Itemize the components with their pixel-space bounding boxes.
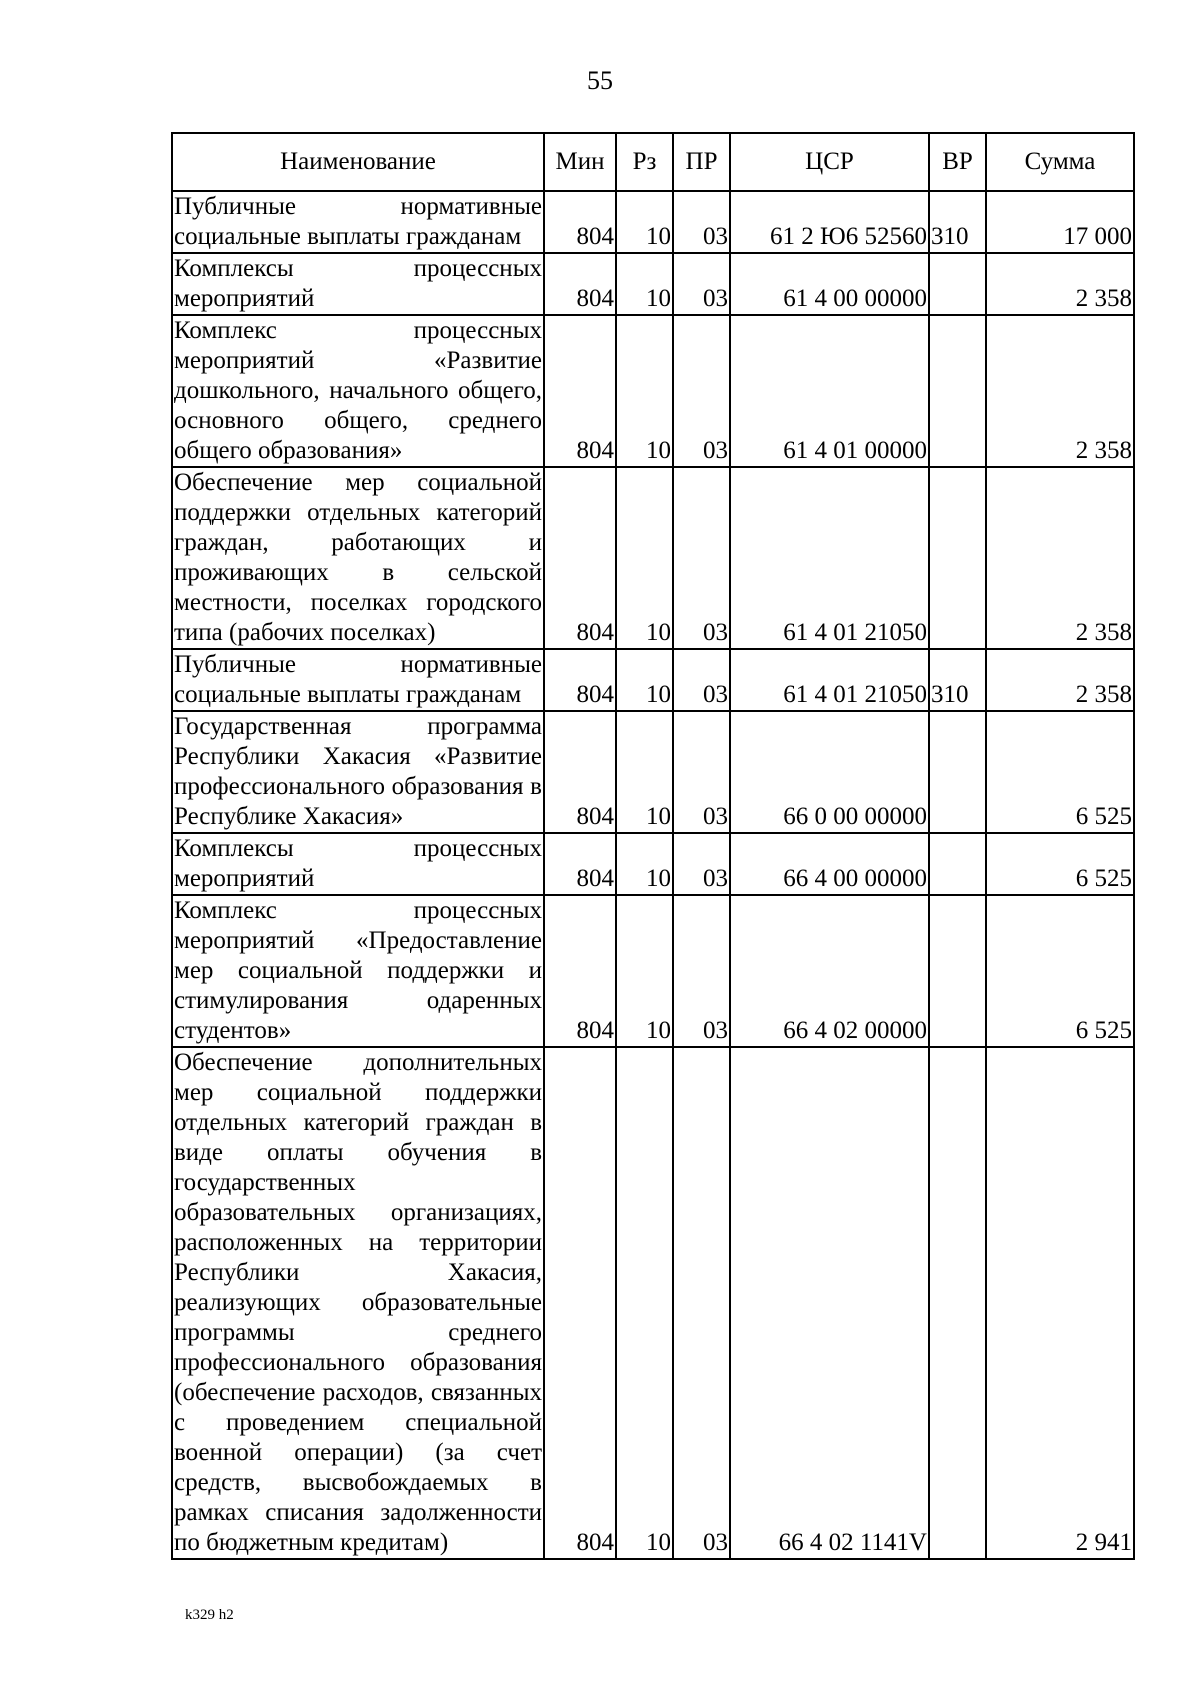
cell-pr: 03 <box>673 467 730 649</box>
cell-pr: 03 <box>673 649 730 711</box>
cell-name: Комплексы процессных мероприятий <box>172 253 544 315</box>
table-header-row <box>172 133 1134 191</box>
cell-pr: 03 <box>673 895 730 1047</box>
cell-min: 804 <box>544 315 616 467</box>
cell-csr: 61 2 Ю6 52560 <box>730 191 929 253</box>
cell-rz: 10 <box>616 253 673 315</box>
header-pr: ПР <box>673 133 730 191</box>
cell-sum: 6 525 <box>986 833 1134 895</box>
cell-rz: 10 <box>616 833 673 895</box>
table-row <box>172 467 1134 649</box>
cell-csr: 66 4 02 1141V <box>730 1047 929 1559</box>
cell-vr: 310 <box>929 649 986 711</box>
cell-pr: 03 <box>673 191 730 253</box>
cell-rz: 10 <box>616 315 673 467</box>
cell-rz: 10 <box>616 895 673 1047</box>
table-row <box>172 1047 1134 1559</box>
cell-csr: 61 4 00 00000 <box>730 253 929 315</box>
cell-min: 804 <box>544 253 616 315</box>
cell-vr <box>929 1047 986 1559</box>
cell-vr <box>929 315 986 467</box>
table-row <box>172 315 1134 467</box>
cell-name: Комплексы процессных мероприятий <box>172 833 544 895</box>
budget-table <box>171 132 1135 1560</box>
cell-sum: 6 525 <box>986 895 1134 1047</box>
cell-sum: 6 525 <box>986 711 1134 833</box>
cell-sum: 2 358 <box>986 467 1134 649</box>
cell-min: 804 <box>544 711 616 833</box>
cell-pr: 03 <box>673 315 730 467</box>
cell-csr: 66 4 00 00000 <box>730 833 929 895</box>
cell-vr <box>929 253 986 315</box>
cell-min: 804 <box>544 895 616 1047</box>
cell-pr: 03 <box>673 833 730 895</box>
cell-sum: 2 358 <box>986 649 1134 711</box>
cell-vr <box>929 833 986 895</box>
cell-pr: 03 <box>673 711 730 833</box>
cell-name: Обеспечение мер социальной поддержки отдельных категорий граждан, работающих и проживающих в сельской местности, поселках городского типа (рабочих поселках) <box>172 467 544 649</box>
cell-csr: 66 0 00 00000 <box>730 711 929 833</box>
header-rz: Рз <box>616 133 673 191</box>
cell-csr: 61 4 01 00000 <box>730 315 929 467</box>
header-vr: ВР <box>929 133 986 191</box>
cell-sum: 2 941 <box>986 1047 1134 1559</box>
cell-vr <box>929 711 986 833</box>
cell-sum: 2 358 <box>986 315 1134 467</box>
cell-rz: 10 <box>616 191 673 253</box>
cell-name: Публичные нормативные социальные выплаты гражданам <box>172 649 544 711</box>
cell-name: Государственная программа Республики Хакасия «Развитие профессионального образования в Республике Хакасия» <box>172 711 544 833</box>
cell-rz: 10 <box>616 711 673 833</box>
cell-sum: 2 358 <box>986 253 1134 315</box>
cell-name: Публичные нормативные социальные выплаты гражданам <box>172 191 544 253</box>
table-row <box>172 711 1134 833</box>
cell-min: 804 <box>544 833 616 895</box>
page-number: 55 <box>587 66 613 95</box>
cell-rz: 10 <box>616 467 673 649</box>
cell-csr: 66 4 02 00000 <box>730 895 929 1047</box>
table-row <box>172 895 1134 1047</box>
cell-vr <box>929 467 986 649</box>
header-name: Наименование <box>172 133 544 191</box>
table-row <box>172 191 1134 253</box>
table-row <box>172 649 1134 711</box>
cell-vr: 310 <box>929 191 986 253</box>
cell-min: 804 <box>544 467 616 649</box>
cell-pr: 03 <box>673 253 730 315</box>
cell-csr: 61 4 01 21050 <box>730 649 929 711</box>
cell-min: 804 <box>544 649 616 711</box>
header-min: Мин <box>544 133 616 191</box>
cell-min: 804 <box>544 1047 616 1559</box>
cell-min: 804 <box>544 191 616 253</box>
header-csr: ЦСР <box>730 133 929 191</box>
table-row <box>172 833 1134 895</box>
cell-csr: 61 4 01 21050 <box>730 467 929 649</box>
cell-name: Комплекс процессных мероприятий «Предоставление мер социальной поддержки и стимулирования одаренных студентов» <box>172 895 544 1047</box>
cell-name: Обеспечение дополнительных мер социальной поддержки отдельных категорий граждан в виде оплаты обучения в государственных образовательных организациях, расположенных на территории Республики Хакасия, реализующих образовательные программы среднего профессионального образования (обеспечение расходов, связанных с проведением специальной военной операции) (за счет средств, высвобождаемых в рамках списания задолженности по бюджетным кредитам) <box>172 1047 544 1559</box>
cell-name: Комплекс процессных мероприятий «Развитие дошкольного, начального общего, основного общего, среднего общего образования» <box>172 315 544 467</box>
cell-rz: 10 <box>616 1047 673 1559</box>
table-row <box>172 253 1134 315</box>
cell-sum: 17 000 <box>986 191 1134 253</box>
cell-rz: 10 <box>616 649 673 711</box>
cell-vr <box>929 895 986 1047</box>
document-code: k329 h2 <box>185 1607 234 1623</box>
header-sum: Сумма <box>986 133 1134 191</box>
cell-pr: 03 <box>673 1047 730 1559</box>
